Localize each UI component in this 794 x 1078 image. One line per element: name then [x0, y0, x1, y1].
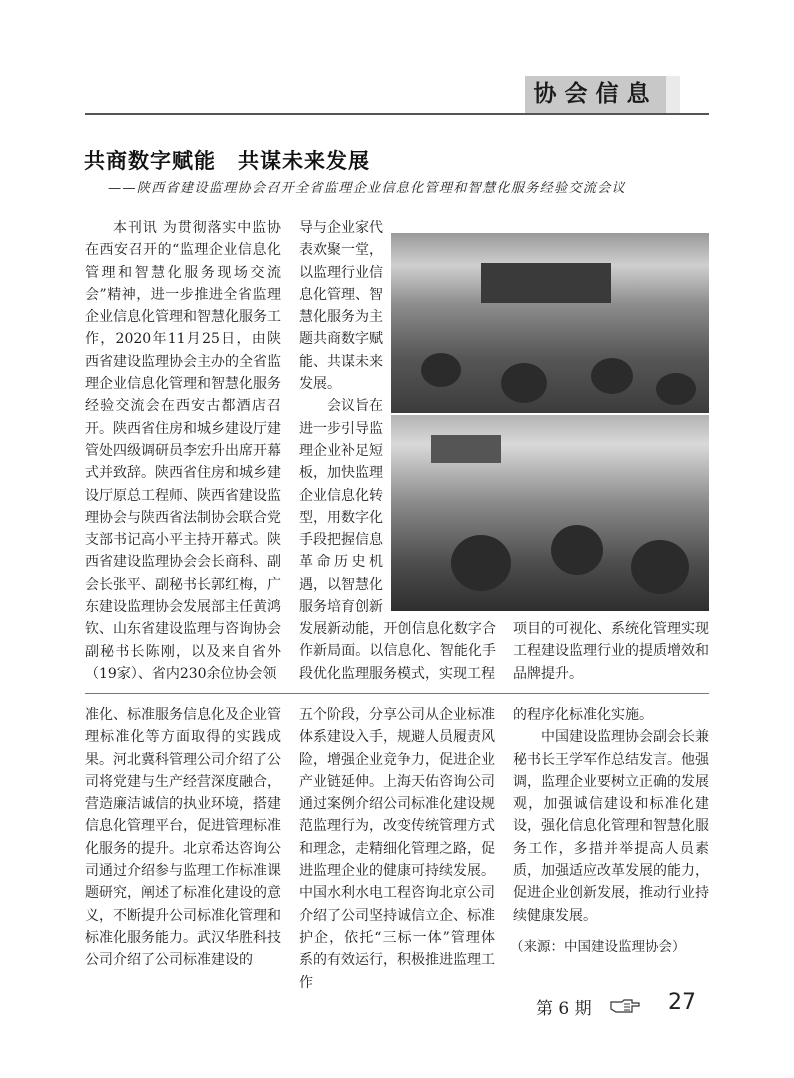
article-title: 共商数字赋能 共谋未来发展 — [84, 149, 370, 173]
meeting-photo-top — [391, 233, 709, 413]
text-column-top-wide — [299, 618, 496, 685]
section-tab-stripe — [666, 76, 680, 113]
paragraph: 导与企业家代表欢聚一堂，以监理行业信息化管理、智慧化服务为主题共商数字赋能、共谋未来发展。 — [299, 220, 383, 393]
paragraph: 会议旨在进一步引导监理企业补足短板，加快监理企业信息化转型，用数字化手段把握信息革命历史机遇，以智慧化服务培育创新 — [299, 398, 383, 616]
paragraph: 中国建设监理协会副会长兼秘书长王学军作总结发言。他强调，监理企业要树立正确的发展观，加强诚信建设和标准化建设，强化信息化管理和智慧化服务工作，多措并举提高人员素质，加强适应改革发展的能力，促进企业创新发展，推动行业持续健康发展。 — [513, 729, 709, 924]
paragraph: 五个阶段，分享公司从企业标准体系建设入手，规避人员履责风险，增强企业竞争力，促进企业产业链延伸。上海天佑咨询公司通过案例介绍公司标准化建设规范监理行为，改变传统管理方式和理念，走精细化管理之路，促进监理企业的健康可持续发展。中国水利水电工程咨询北京公司介绍了公司坚持诚信立企、标准护企，依托“三标一体”管理体系的有效运行，积极推进监理工作 — [299, 707, 495, 991]
meeting-photo-bottom — [391, 415, 709, 611]
header-rule — [85, 113, 709, 115]
text-column-bottom-right — [513, 704, 709, 927]
paragraph: 发展新动能，开创信息化数字合作新局面。以信息化、智能化手段优化监理服务模式，实现工程 — [299, 621, 496, 682]
meeting-photo — [391, 233, 709, 611]
section-label: 协会信息 — [525, 76, 666, 113]
paragraph: 准化、标准服务信息化及企业管理标准化等方面取得的实践成果。河北冀科管理公司介绍了公司将党建与生产经营深度融合，营造廉洁诚信的执业环境，搭建信息化管理平台，促进管理标准化服务的提升。北京希达咨询公司通过介绍参与监理工作标准课题研究，阐述了标准化建设的意义，不断提升公司标准化管理和标准化服务能力。武汉华胜科技公司介绍了公司标准建设的 — [85, 707, 281, 969]
photo-stage — [431, 435, 501, 463]
page-number: 27 — [668, 990, 696, 1015]
text-column-bottom-middle — [299, 704, 495, 994]
article-subtitle: ——陕西省建设监理协会召开全省监理企业信息化管理和智慧化服务经验交流会议 — [108, 181, 626, 196]
pointing-hand-icon — [610, 999, 640, 1013]
text-column-bottom-left — [85, 704, 281, 972]
photo-stage — [481, 263, 611, 303]
paragraph: 本刊讯 为贯彻落实中监协在西安召开的“监理企业信息化管理和智慧化服务现场交流会”精神，进一步推进全省监理企业信息化管理和智慧化服务工作，2020年11月25日，由陕西省建设监理协会主办的全省监理企业信息化管理和智慧化服务经验交流会在西安古都酒店召开。陕西省住房和城乡建设厅建管处四级调研员李宏升出席开幕式并致辞。陕西省住房和城乡建设厅原总工程师、陕西省建设监理协会与陕西省法制协会联合党支部书记高小平主持开幕式。陕西省建设监理协会会长商科、副会长张平、副秘书长郭红梅，广东建设监理协会发展部主任黄鸿钦、山东省建设监理与咨询协会副秘书长陈刚，以及来自省外（19家）、省内230余位协会领 — [85, 220, 281, 682]
paragraph: 项目的可视化、系统化管理实现工程建设监理行业的提质增效和品牌提升。 — [513, 621, 709, 682]
text-column-top-right — [513, 618, 709, 685]
text-column-top-left — [85, 217, 281, 685]
source-credit: （来源：中国建设监理协会） — [510, 939, 686, 955]
issue-number: 第 6 期 — [536, 999, 592, 1019]
section-divider — [85, 693, 709, 694]
paragraph: 的程序化标准化实施。 — [513, 707, 653, 723]
text-column-top-middle — [299, 217, 383, 618]
